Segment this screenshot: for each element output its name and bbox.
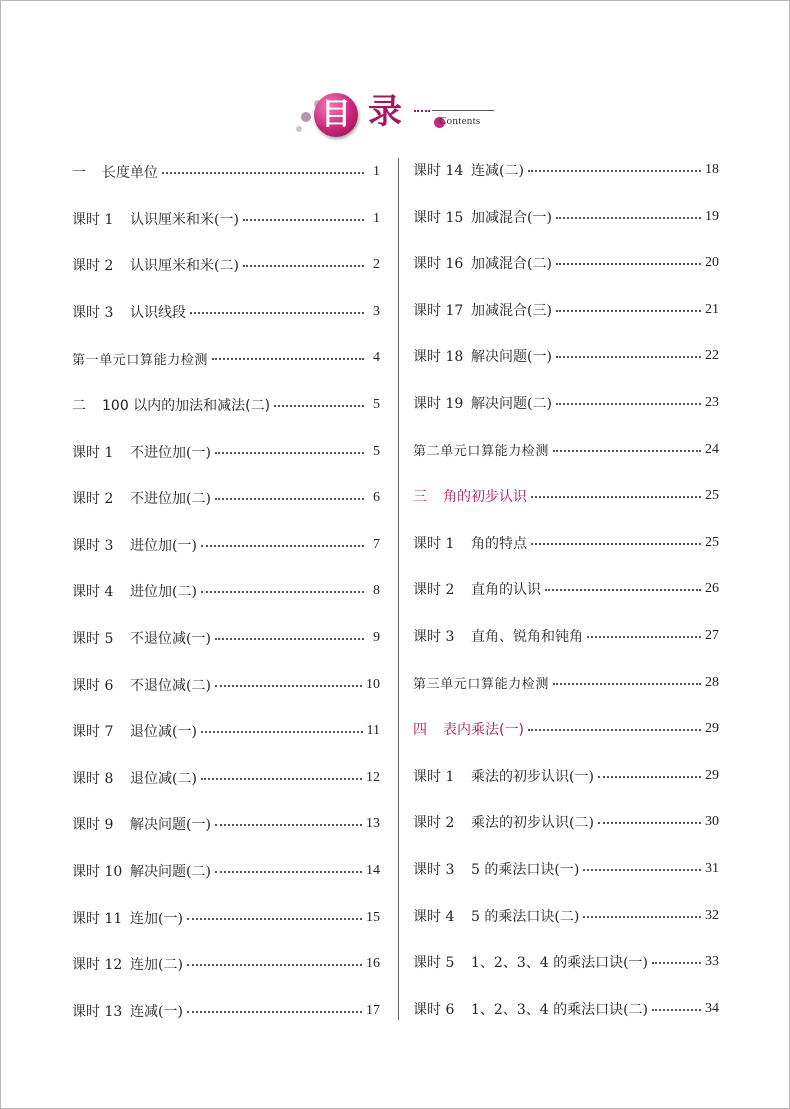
- lesson-number: 课时 2: [72, 258, 114, 275]
- page-number: 11: [366, 723, 380, 739]
- entry-title: 加减混合(二): [471, 256, 552, 273]
- title-char-mu: 目: [321, 97, 351, 132]
- lesson-number: 课时 5: [413, 955, 455, 972]
- page-number: 28: [705, 674, 719, 690]
- toc-entry-check[interactable]: [413, 437, 719, 463]
- dot-leader: [162, 166, 364, 174]
- page-number: 21: [705, 301, 719, 317]
- entry-title: 不退位减(二): [130, 677, 211, 694]
- dot-leader: [545, 583, 701, 591]
- page-number: 32: [705, 907, 719, 923]
- dot-leader: [587, 630, 701, 638]
- lesson-number: 课时 18: [413, 349, 464, 366]
- page-number: 20: [705, 255, 719, 271]
- dot-leader: [212, 352, 364, 360]
- entry-title: 解决问题(二): [130, 864, 211, 880]
- toc-entry-lesson[interactable]: [72, 439, 380, 465]
- dot-leader: [187, 1005, 362, 1013]
- toc-entry-lesson[interactable]: [72, 765, 380, 791]
- dot-leader: [528, 164, 701, 172]
- toc-entry-lesson[interactable]: [413, 390, 719, 416]
- toc-entry-lesson[interactable]: [413, 623, 719, 649]
- page-number: 34: [705, 1000, 719, 1016]
- toc-entry-lesson[interactable]: [72, 578, 380, 604]
- entry-title: 退位减(一): [130, 724, 197, 741]
- toc-entry-lesson[interactable]: [413, 157, 719, 183]
- dot-leader: [556, 304, 701, 312]
- page-number: 1: [373, 210, 380, 226]
- dot-leader: [274, 399, 364, 407]
- entry-title: 直角的认识: [471, 582, 541, 599]
- entry-title: 不退位减(一): [130, 631, 211, 647]
- page-number: 24: [705, 441, 719, 457]
- page-number: 29: [705, 767, 719, 783]
- unit-number: 四: [413, 722, 427, 739]
- toc-entry-lesson[interactable]: [72, 299, 380, 325]
- toc-entry-lesson[interactable]: [72, 905, 380, 931]
- toc-entry-lesson[interactable]: [72, 252, 380, 278]
- page-number: 15: [366, 909, 380, 925]
- lesson-number: 课时 3: [72, 537, 114, 554]
- dot-leader: [556, 211, 701, 219]
- dot-leader: [187, 958, 362, 966]
- dot-leader: [553, 444, 701, 452]
- toc-entry-lesson[interactable]: [72, 672, 380, 698]
- entry-title: 进位加(一): [130, 537, 197, 554]
- lesson-number: 课时 6: [413, 1001, 455, 1018]
- entry-title: 连加(二): [130, 957, 183, 974]
- entry-title: 第一单元口算能力检测: [72, 352, 209, 368]
- entry-title: 解决问题(一): [471, 349, 552, 366]
- entry-title: 角的初步认识: [443, 489, 527, 506]
- page-number: 23: [705, 395, 719, 410]
- toc-entry-lesson[interactable]: [413, 856, 719, 882]
- lesson-number: 课时 3: [413, 862, 455, 878]
- entry-title: 表内乘法(一): [443, 722, 524, 739]
- dot-leader: [243, 259, 364, 267]
- dot-leader: [598, 816, 701, 824]
- lesson-number: 课时 4: [72, 584, 114, 601]
- toc-entry-lesson[interactable]: [413, 250, 719, 276]
- page-number: 8: [373, 583, 380, 599]
- entry-title: 解决问题(一): [130, 817, 211, 834]
- dot-leader: [215, 865, 362, 873]
- dot-leader: [243, 213, 364, 221]
- page-number: 17: [366, 1002, 380, 1018]
- lesson-number: 课时 2: [413, 815, 455, 832]
- toc-entry-lesson[interactable]: [72, 951, 380, 977]
- entry-title: 不进位加(二): [130, 491, 211, 508]
- entry-title: 第三单元口算能力检测: [413, 677, 550, 693]
- entry-title: 1、2、3、4 的乘法口诀(一): [471, 955, 649, 972]
- entry-title: 加减混合(三): [471, 302, 552, 319]
- decor-dot: [296, 126, 302, 132]
- toc-entry-lesson[interactable]: [413, 809, 719, 835]
- entry-title: 长度单位: [102, 165, 158, 181]
- toc-entry-lesson[interactable]: [413, 996, 719, 1022]
- toc-entry-lesson[interactable]: [72, 485, 380, 511]
- lesson-number: 课时 8: [72, 770, 114, 787]
- header-dotted-rule: [414, 110, 430, 112]
- dot-leader: [528, 723, 701, 731]
- entry-title: 认识线段: [130, 304, 186, 321]
- dot-leader: [215, 446, 364, 454]
- toc-entry-lesson[interactable]: [413, 576, 719, 602]
- toc-entry-lesson[interactable]: [72, 811, 380, 837]
- lesson-number: 课时 10: [72, 864, 123, 880]
- column-divider: [398, 158, 399, 1020]
- toc-entry-lesson[interactable]: [72, 206, 380, 232]
- dot-leader: [215, 492, 364, 500]
- contents-subtitle: Contents: [439, 115, 481, 127]
- lesson-number: 课时 16: [413, 256, 464, 273]
- entry-title: 连减(二): [471, 163, 524, 179]
- dot-leader: [598, 770, 701, 778]
- entry-title: 乘法的初步认识(二): [471, 815, 594, 832]
- page-number: 2: [373, 257, 380, 273]
- page-number: 5: [373, 397, 380, 412]
- lesson-number: 课时 2: [72, 491, 114, 508]
- dot-leader: [190, 306, 364, 314]
- unit-number: 二: [72, 398, 86, 414]
- toc-entry-unit[interactable]: [413, 716, 719, 742]
- entry-title: 连加(一): [130, 910, 183, 927]
- unit-number: 一: [72, 165, 86, 181]
- lesson-number: 课时 15: [413, 209, 464, 226]
- toc-entry-check[interactable]: [413, 670, 719, 696]
- lesson-number: 课时 3: [413, 629, 455, 645]
- page-number: 1: [373, 164, 380, 179]
- dot-leader: [215, 632, 364, 640]
- dot-leader: [201, 585, 364, 593]
- entry-title: 解决问题(二): [471, 396, 552, 412]
- page-number: 9: [373, 630, 380, 645]
- header-rule: [432, 110, 494, 111]
- title-char-lu: 录: [368, 92, 402, 132]
- dot-leader: [553, 677, 701, 685]
- lesson-number: 课时 5: [72, 631, 114, 647]
- entry-title: 1、2、3、4 的乘法口诀(二): [471, 1001, 649, 1018]
- page-number: 12: [366, 769, 380, 785]
- dot-leader: [583, 863, 701, 871]
- dot-leader: [215, 679, 362, 687]
- toc-entry-lesson[interactable]: [413, 343, 719, 369]
- lesson-number: 课时 17: [413, 302, 464, 319]
- toc-entry-lesson[interactable]: [72, 718, 380, 744]
- dot-leader: [652, 1003, 701, 1011]
- page-number: 14: [366, 863, 380, 878]
- page-number: 3: [373, 303, 380, 319]
- page-number: 25: [705, 488, 719, 504]
- dot-leader: [201, 725, 363, 733]
- decor-dot: [301, 112, 311, 122]
- lesson-number: 课时 11: [72, 910, 123, 927]
- toc-entry-unit[interactable]: [72, 159, 380, 185]
- page-number: 16: [366, 956, 380, 972]
- toc-entry-lesson[interactable]: [413, 903, 719, 929]
- page-number: 30: [705, 814, 719, 830]
- toc-entry-unit[interactable]: [413, 483, 719, 509]
- toc-header: [292, 88, 502, 148]
- toc-entry-lesson[interactable]: [413, 949, 719, 975]
- dot-leader: [531, 490, 701, 498]
- lesson-number: 课时 4: [413, 908, 455, 925]
- lesson-number: 课时 1: [72, 444, 114, 461]
- dot-leader: [556, 257, 701, 265]
- page-number: 27: [705, 628, 719, 643]
- unit-number: 三: [413, 489, 427, 506]
- page-number: 6: [373, 490, 380, 506]
- toc-entry-lesson[interactable]: [413, 530, 719, 556]
- entry-title: 乘法的初步认识(一): [471, 768, 594, 785]
- page-number: 4: [373, 350, 380, 366]
- toc-entry-lesson[interactable]: [413, 763, 719, 789]
- toc-entry-unit[interactable]: [72, 392, 380, 418]
- lesson-number: 课时 19: [413, 396, 464, 412]
- dot-leader: [201, 539, 364, 547]
- entry-title: 进位加(二): [130, 584, 197, 601]
- page-number: 33: [705, 954, 719, 970]
- dot-leader: [201, 772, 362, 780]
- entry-title: 不进位加(一): [130, 444, 211, 461]
- lesson-number: 课时 13: [72, 1003, 123, 1020]
- page-number: 31: [705, 861, 719, 876]
- lesson-number: 课时 1: [72, 211, 114, 228]
- toc-entry-lesson[interactable]: [72, 625, 380, 651]
- page-number: 13: [366, 816, 380, 832]
- page-number: 5: [373, 443, 380, 459]
- toc-entry-lesson[interactable]: [72, 532, 380, 558]
- lesson-number: 课时 1: [413, 768, 455, 785]
- page-number: 18: [705, 162, 719, 177]
- lesson-number: 课时 9: [72, 817, 114, 834]
- dot-leader: [583, 910, 701, 918]
- lesson-number: 课时 6: [72, 677, 114, 694]
- toc-entry-check[interactable]: [72, 345, 380, 371]
- entry-title: 直角、锐角和钝角: [471, 629, 583, 645]
- dot-leader: [215, 818, 362, 826]
- entry-title: 加减混合(一): [471, 209, 552, 226]
- page-number: 19: [705, 208, 719, 224]
- lesson-number: 课时 2: [413, 582, 455, 599]
- dot-leader: [556, 397, 701, 405]
- dot-leader: [556, 350, 701, 358]
- entry-title: 退位减(二): [130, 770, 197, 787]
- toc-entry-lesson[interactable]: [413, 297, 719, 323]
- toc-entry-lesson[interactable]: [72, 858, 380, 884]
- page-number: 10: [366, 676, 380, 692]
- entry-title: 5 的乘法口诀(一): [471, 862, 580, 878]
- toc-entry-lesson[interactable]: [413, 204, 719, 230]
- entry-title: 角的特点: [471, 535, 527, 552]
- dot-leader: [652, 956, 701, 964]
- dot-leader: [531, 537, 701, 545]
- page-number: 29: [705, 721, 719, 737]
- page-number: 26: [705, 581, 719, 597]
- dot-leader: [187, 912, 362, 920]
- entry-title: 认识厘米和米(二): [130, 258, 239, 275]
- entry-title: 5 的乘法口诀(二): [471, 908, 580, 925]
- entry-title: 100 以内的加法和减法(二): [102, 398, 271, 414]
- entry-title: 连减(一): [130, 1003, 183, 1020]
- lesson-number: 课时 12: [72, 957, 123, 974]
- lesson-number: 课时 3: [72, 304, 114, 321]
- page-number: 22: [705, 348, 719, 364]
- lesson-number: 课时 7: [72, 724, 114, 741]
- page-number: 7: [373, 536, 380, 552]
- lesson-number: 课时 14: [413, 163, 464, 179]
- lesson-number: 课时 1: [413, 535, 455, 552]
- entry-title: 认识厘米和米(一): [130, 211, 239, 228]
- entry-title: 第二单元口算能力检测: [413, 444, 550, 460]
- toc-entry-lesson[interactable]: [72, 998, 380, 1024]
- page-number: 25: [705, 534, 719, 550]
